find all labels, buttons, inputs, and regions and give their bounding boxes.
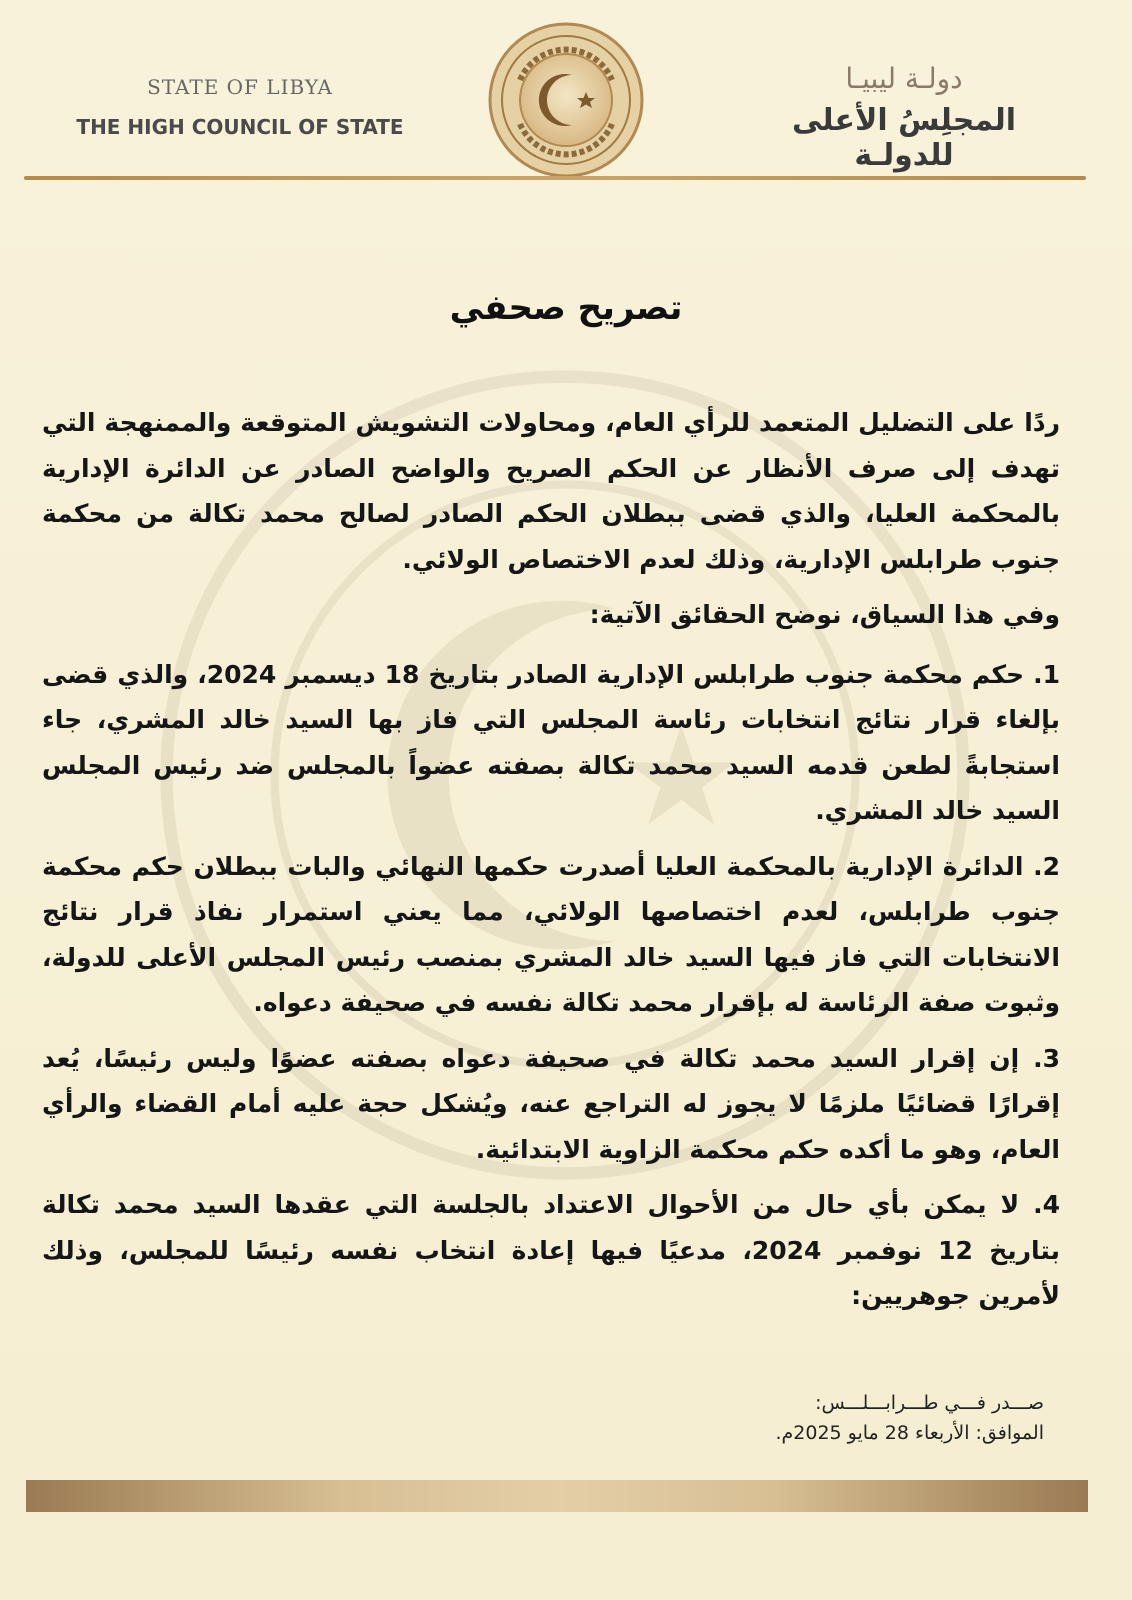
header-english: [60, 75, 420, 139]
state-of-libya-arabic-label: دولـة ليبيـا: [845, 62, 963, 95]
page-title: تصريح صحفي: [449, 288, 683, 328]
high-council-label: THE HIGH COUNCIL OF STATE: [76, 115, 404, 139]
issued-place: صـــدر فـــي طـــرابـــلـــس:: [815, 1392, 1044, 1414]
state-of-libya-label: STATE OF LIBYA: [147, 75, 333, 99]
intro-paragraph: ردًا على التضليل المتعمد للرأي العام، ومحاولات التشويش المتوقعة والممنهجة التي تهدف إلى صرف الأنظار عن الحكم الصريح والواضح الصادر عن الدائرة الإدارية بالمحكمة العليا، والذي قضى ببطلان الحكم الصادر لصالح محمد تكالة من محكمة جنوب طرابلس الإدارية، وذلك لعدم الاختصاص الولائي.: [42, 408, 1060, 574]
crescent-star-seal-icon: [486, 20, 646, 180]
point-4: 4. لا يمكن بأي حال من الأحوال الاعتداد بالجلسة التي عقدها السيد محمد تكالة بتاريخ 12 نوفمبر 2024، مدعيًا فيها إعادة انتخاب نفسه رئيسًا للمجلس، وذلك لأمرين جوهريين:: [42, 1190, 1061, 1310]
point-1: 1. حكم محكمة جنوب طرابلس الإدارية الصادر بتاريخ 18 ديسمبر 2024، والذي قضى بإلغاء قرار نتائج انتخابات رئاسة المجلس التي فاز بها السيد خالد المشري، جاء استجابةً لطعن قدمه السيد محمد تكالة بصفته عضواً بالمجلس ضد رئيس المجلس السيد خالد المشري.: [42, 659, 1060, 825]
statement-body: [42, 400, 1060, 1329]
footer-bar: [26, 1480, 1088, 1512]
point-2: 2. الدائرة الإدارية بالمحكمة العليا أصدرت حكمها النهائي والبات ببطلان حكم محكمة جنوب طرابلس، لعدم اختصاصها الولائي، مما يعني استمرار نفاذ قرار نتائج الانتخابات التي فاز فيها السيد خالد المشري بمنصب رئيس المجلس الأعلى للدولة، وثبوت صفة الرئاسة له بإقرار محمد تكالة نفسه في صحيفة دعواه.: [42, 851, 1060, 1017]
issued-date: الموافق: الأربعاء 28 مايو 2025م.: [775, 1422, 1044, 1444]
header-arabic: [744, 62, 1064, 173]
context-paragraph: وفي هذا السياق، نوضح الحقائق الآتية:: [589, 600, 1060, 629]
point-3: 3. إن إقرار السيد محمد تكالة في صحيفة دعواه بصفته عضوًا وليس رئيسًا، يُعد إقرارًا قضائيًا ملزمًا لا يجوز له التراجع عنه، ويُشكل حجة عليه أمام القضاء والرأي العام، وهو ما أكده حكم محكمة الزاوية الابتدائية.: [42, 1043, 1060, 1164]
high-council-arabic-label: المجلِسُ الأعلى للدولـة: [791, 103, 1017, 173]
issued-block: [775, 1388, 1044, 1448]
header-divider: [24, 176, 1086, 180]
